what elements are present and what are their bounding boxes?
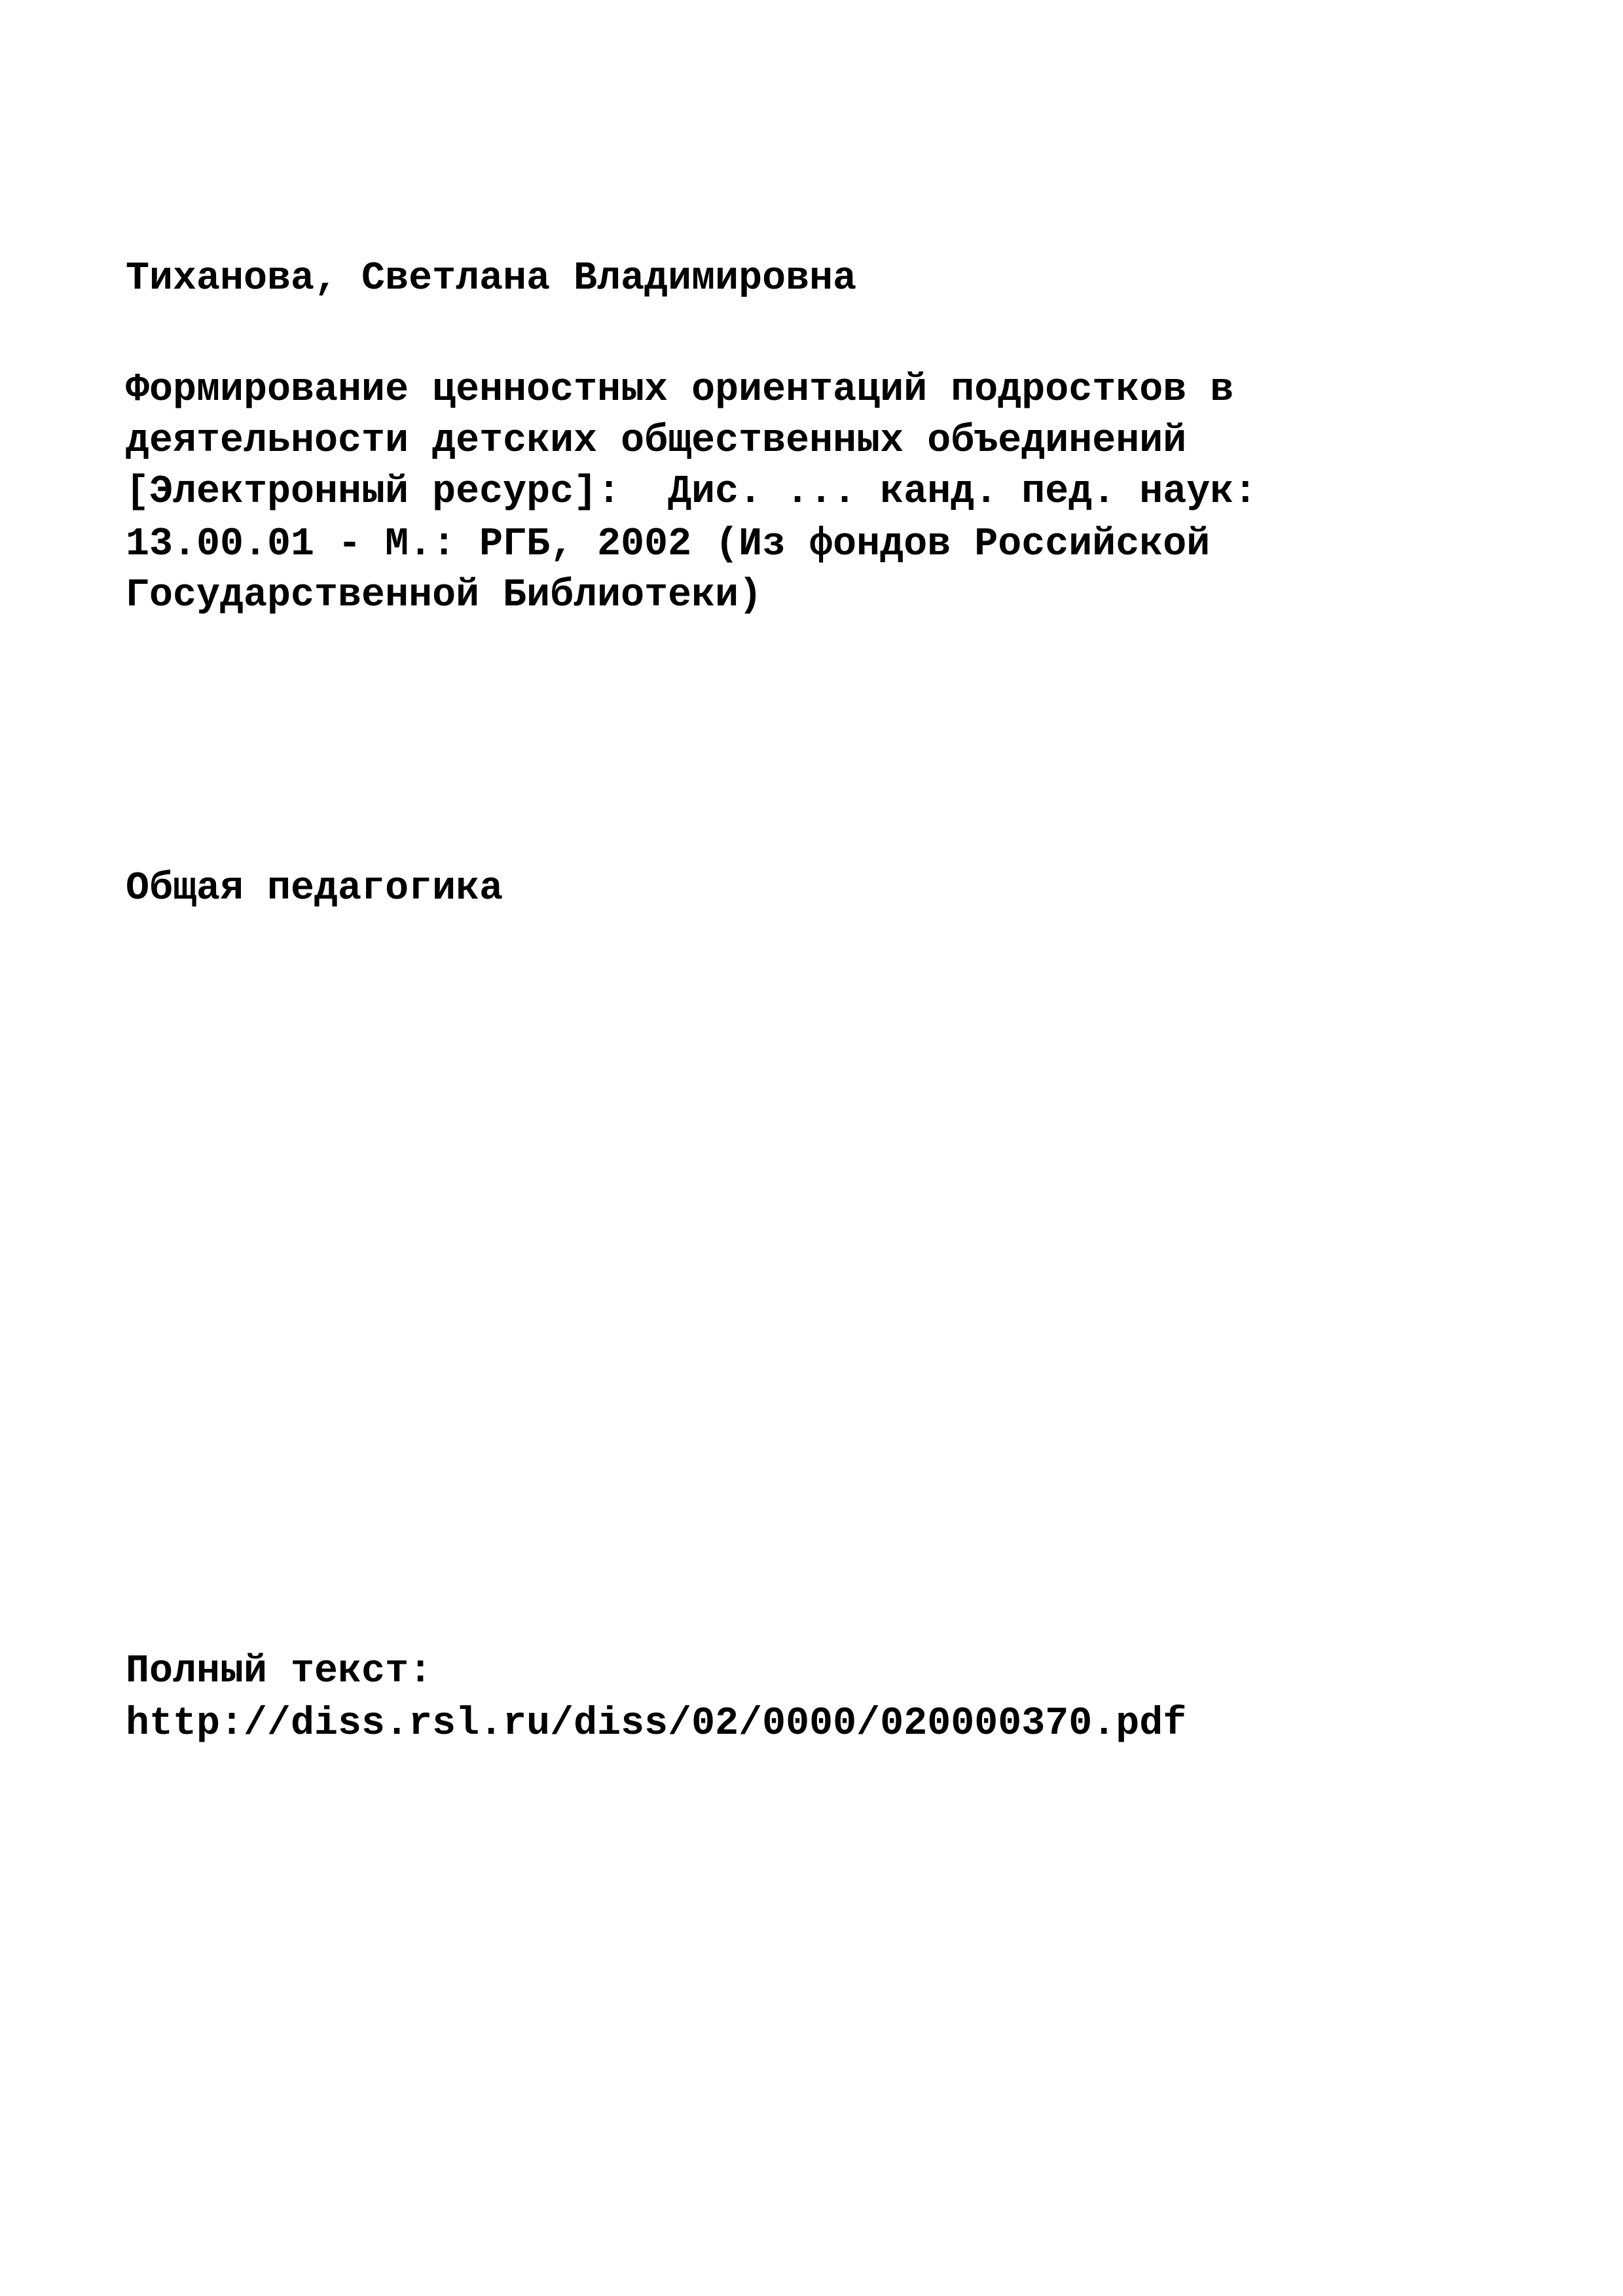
title-line-5: Государственной Библиотеки)	[126, 573, 763, 618]
title-line-4: 13.00.01 - М.: РГБ, 2002 (Из фондов Российской	[126, 522, 1211, 567]
title-line-1: Формирование ценностных ориентаций подростков в	[126, 368, 1234, 412]
fulltext-link[interactable]: http://diss.rsl.ru/diss/02/0000/020000370.pdf	[126, 1702, 1187, 1746]
fulltext-label: Полный текст:	[126, 1649, 433, 1694]
title-line-2: деятельности детских общественных объединений	[126, 419, 1187, 463]
subject-heading: Общая педагогика	[126, 867, 503, 911]
author-name: Тиханова, Светлана Владимировна	[126, 257, 857, 301]
title-line-3: [Электронный ресурс]: Дис. ... канд. пед. наук:	[126, 470, 1258, 514]
